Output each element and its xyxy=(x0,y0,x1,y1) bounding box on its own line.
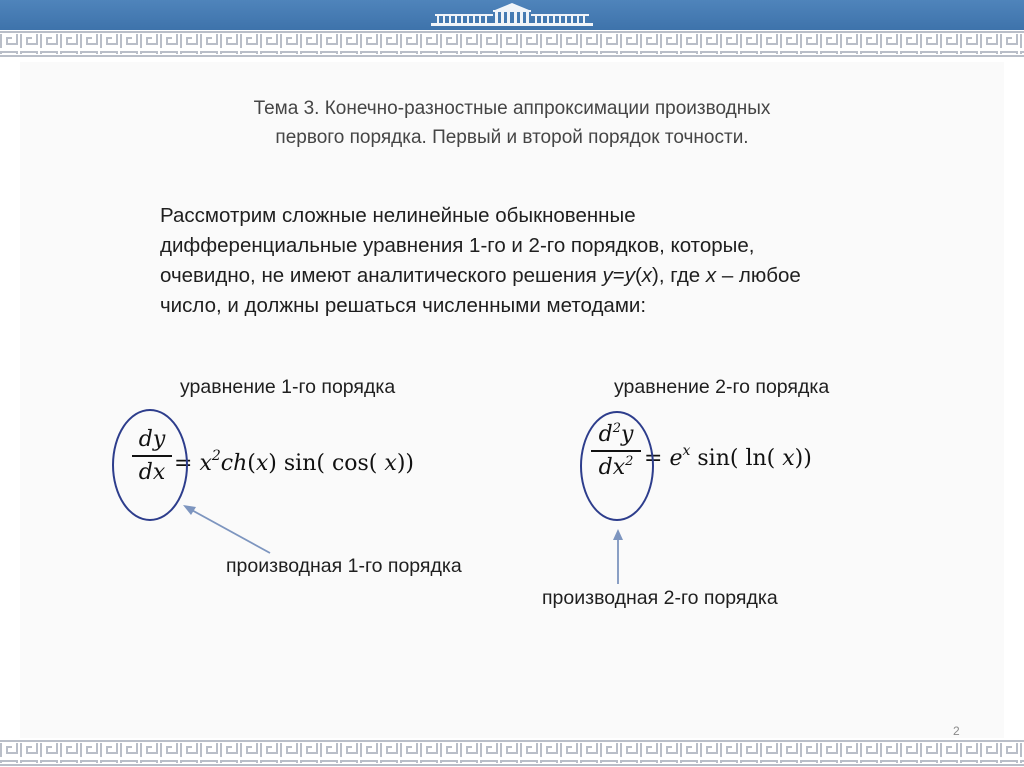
slide-title xyxy=(120,94,904,152)
intro-line-3-mid: ), где xyxy=(652,264,706,287)
title-line-2: первого порядка. Первый и второй порядок точности. xyxy=(275,127,749,148)
euler-e: e xyxy=(669,446,683,471)
d-symbol: d xyxy=(598,422,613,447)
intro-line-3 xyxy=(160,261,920,291)
exponent: 2 xyxy=(625,453,634,469)
var-x: x xyxy=(641,264,653,287)
meander-border-top-icon xyxy=(0,30,1024,58)
intro-line-3-post: – любое xyxy=(716,264,801,287)
sin-cos-functions: sin( cos( xyxy=(276,451,385,476)
paren-close: )) xyxy=(794,446,812,471)
var-x: x xyxy=(255,451,269,476)
intro-line-3-pre: очевидно, не имеют аналитического решения xyxy=(160,264,603,287)
dx-symbol: dx xyxy=(598,454,626,480)
exponent: x xyxy=(682,443,691,459)
intro-paragraph xyxy=(160,201,920,321)
eq1-denominator: dx xyxy=(138,459,166,485)
content-panel xyxy=(20,62,1004,738)
paren-open: ( xyxy=(247,451,256,476)
paren-open: ( xyxy=(634,264,642,287)
var-y: y xyxy=(602,264,613,287)
var-x: x xyxy=(705,264,717,287)
eq1-right-side xyxy=(174,448,414,476)
intro-line-2: дифференциальные уравнения 1-го и 2-го порядков, которые, xyxy=(160,234,755,257)
sin-ln-functions: sin( ln( xyxy=(690,446,783,471)
title-line-1: Тема 3. Конечно-разностные аппроксимации производных xyxy=(253,98,771,119)
var-y: y xyxy=(624,264,635,287)
meander-border-bottom-icon xyxy=(0,739,1024,767)
eq1-annotation: производная 1-го порядка xyxy=(226,555,462,577)
equals-sign: = xyxy=(612,264,625,287)
equals-sign: = xyxy=(174,451,200,476)
intro-line-1: Рассмотрим сложные нелинейные обыкновенные xyxy=(160,204,636,227)
exponent: 2 xyxy=(612,421,621,436)
var-x: x xyxy=(199,451,212,476)
eq2-label: уравнение 2-го порядка xyxy=(614,376,830,398)
header-band xyxy=(0,0,1024,30)
paren-close: )) xyxy=(396,451,414,476)
ch-function: ch xyxy=(220,451,248,476)
eq2-annotation: производная 2-го порядка xyxy=(542,587,778,609)
paren-close: ) xyxy=(268,451,277,476)
eq1-highlight-ellipse xyxy=(112,409,188,521)
eq2-highlight-ellipse xyxy=(580,411,654,521)
var-y: y xyxy=(620,422,634,447)
var-x: x xyxy=(782,446,795,471)
intro-line-4: число, и должны решаться численными методами: xyxy=(160,294,647,317)
var-x: x xyxy=(384,451,397,476)
equals-sign: = xyxy=(644,446,670,471)
building-logo-icon xyxy=(429,1,595,29)
eq1-numerator: dy xyxy=(138,427,166,452)
page-number: 2 xyxy=(953,724,960,738)
exponent: 2 xyxy=(211,448,221,464)
eq1-label: уравнение 1-го порядка xyxy=(180,376,396,398)
eq2-right-side xyxy=(644,443,812,471)
